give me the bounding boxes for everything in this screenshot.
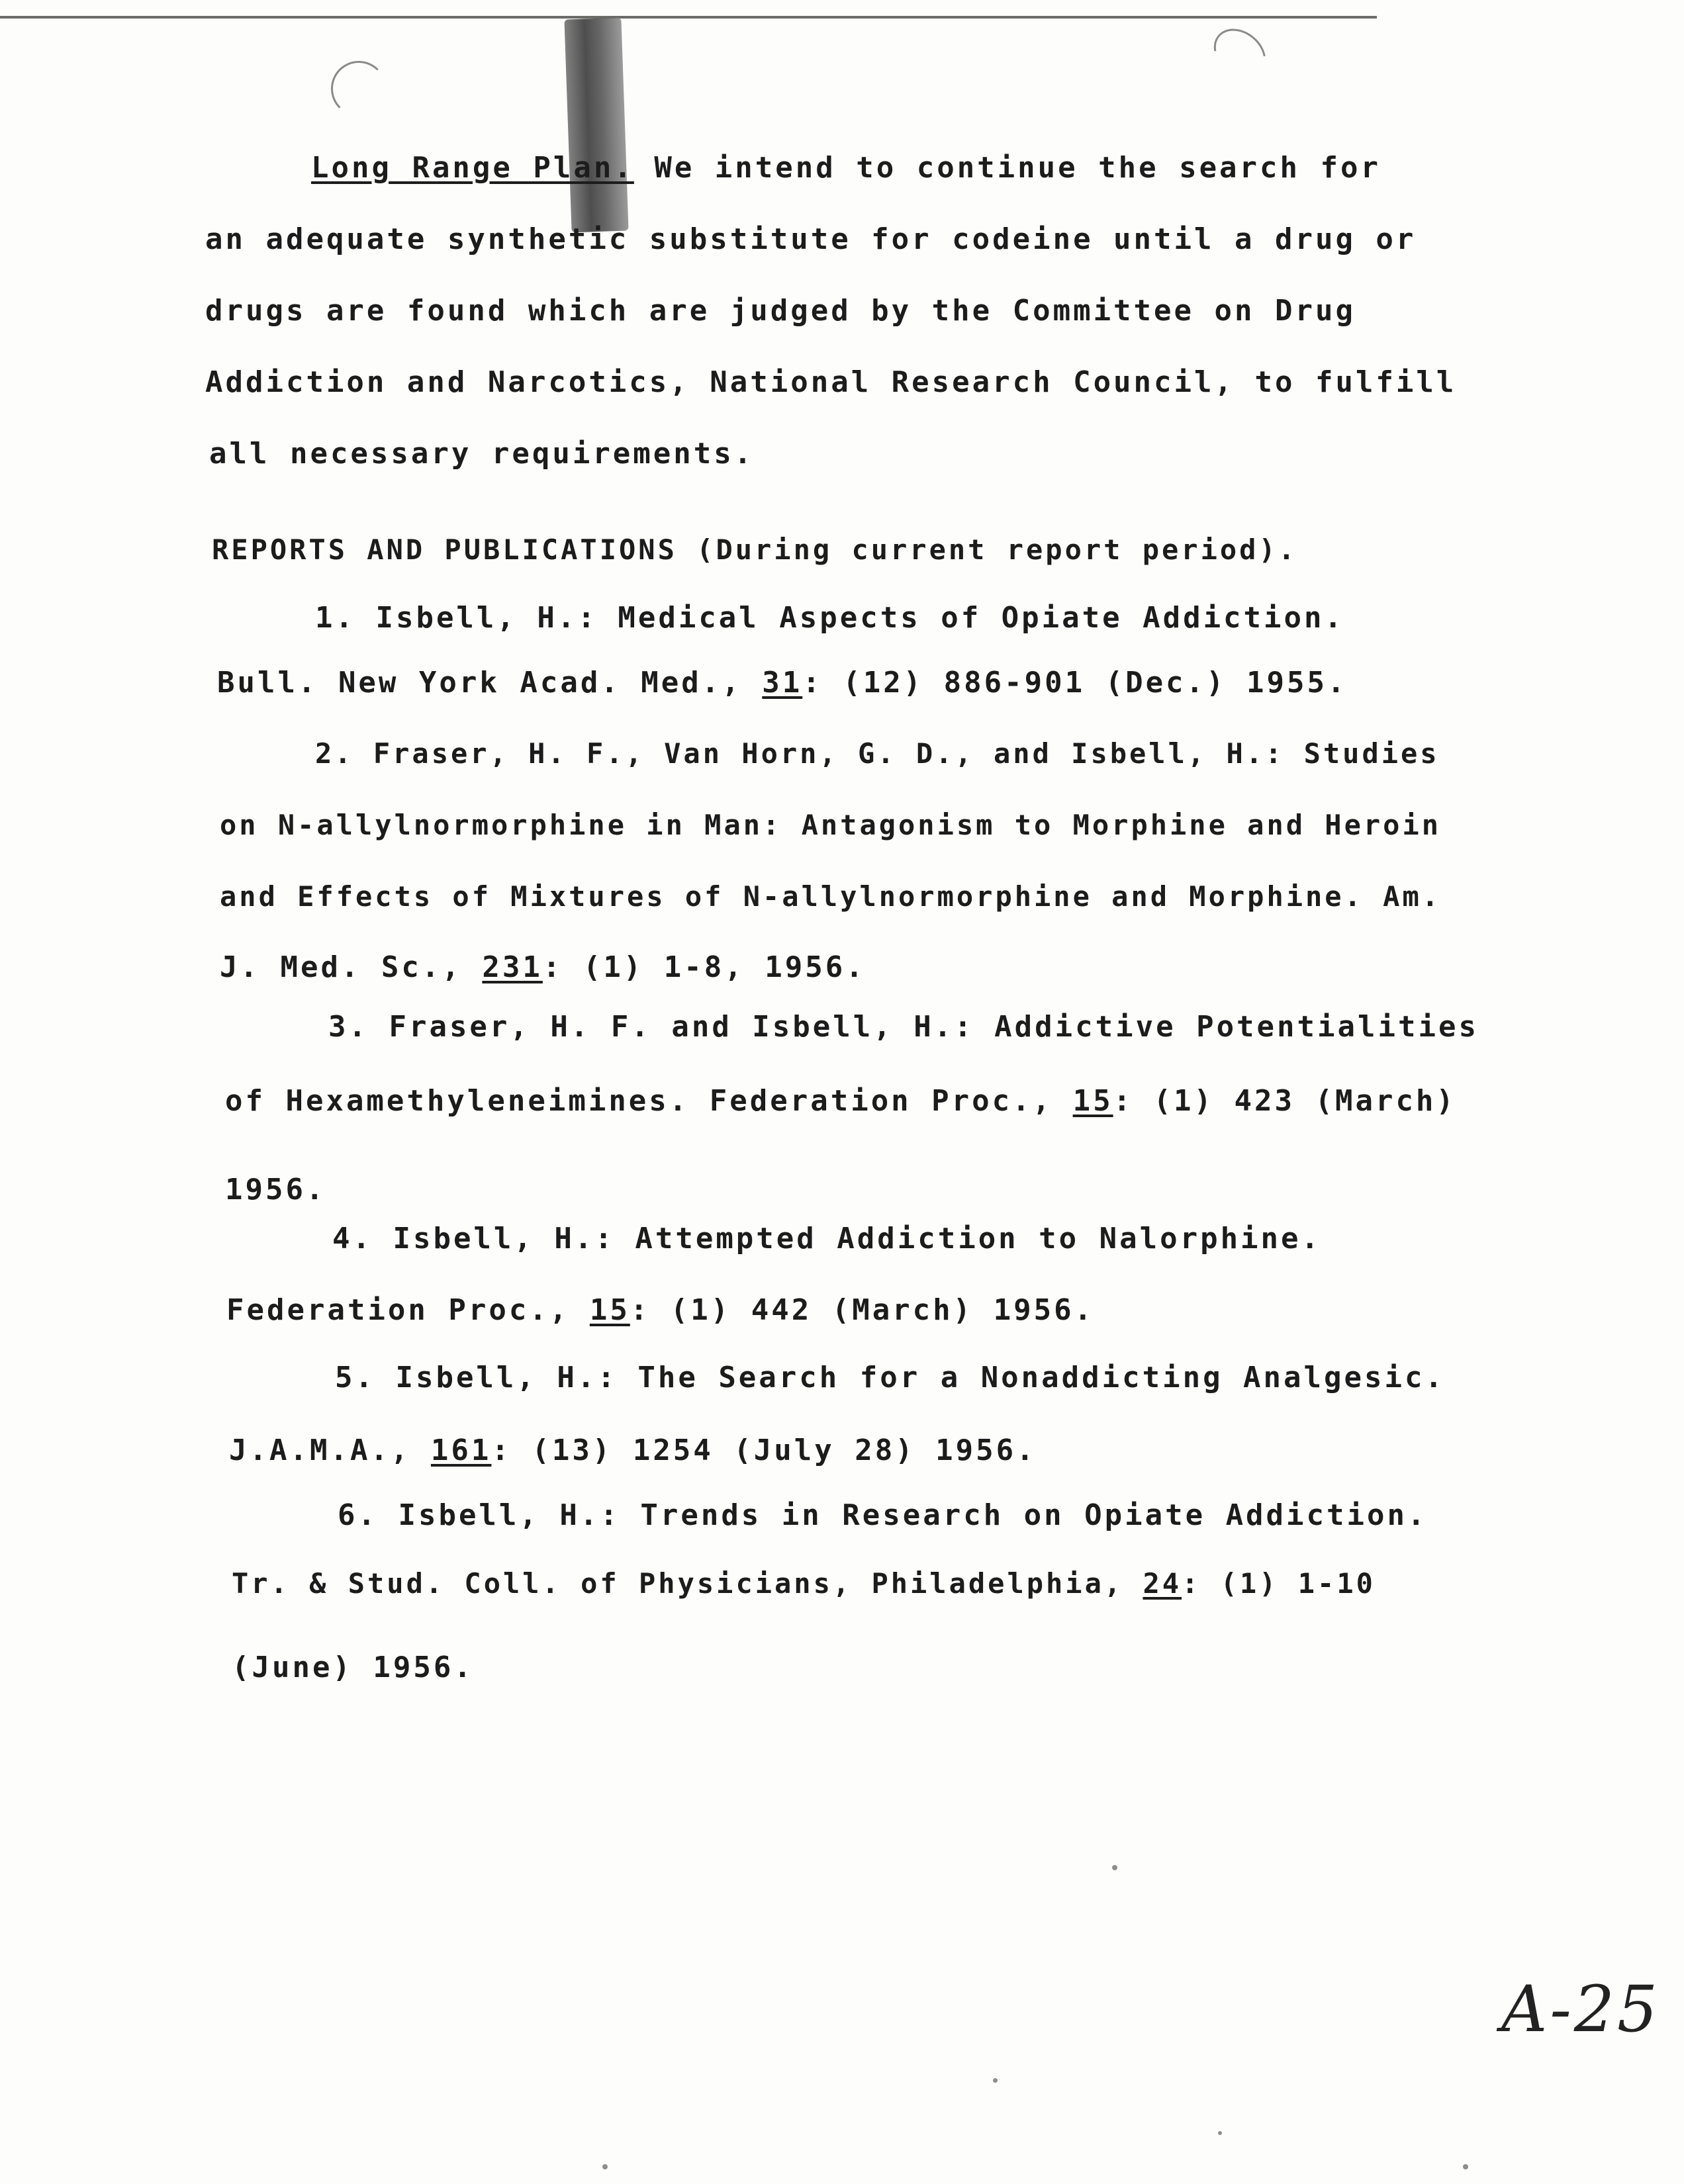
- reference-6-line-2: Tr. & Stud. Coll. of Physicians, Philadelphia, 24: (1) 1-10: [232, 1567, 1376, 1600]
- reference-1-line-2: Bull. New York Acad. Med., 31: (12) 886-901 (Dec.) 1955.: [217, 666, 1348, 700]
- reference-3-volume: 15: [1072, 1084, 1113, 1118]
- paragraph-line-5: all necessary requirements.: [209, 437, 755, 471]
- punch-hole-left: [331, 61, 387, 116]
- reference-1-line-1: 1. Isbell, H.: Medical Aspects of Opiate Addiction.: [315, 601, 1345, 635]
- reference-3-line-3: 1956.: [225, 1173, 326, 1206]
- reference-5-volume: 161: [430, 1433, 492, 1467]
- paragraph-line-2: an adequate synthetic substitute for codeine until a drug or: [205, 222, 1417, 256]
- reference-4-line-2: Federation Proc., 15: (1) 442 (March) 1956.: [226, 1293, 1095, 1327]
- reference-6-line-1: 6. Isbell, H.: Trends in Research on Opiate Addiction.: [338, 1498, 1428, 1532]
- reference-2-line-4: J. Med. Sc., 231: (1) 1-8, 1956.: [220, 950, 866, 984]
- reports-heading: REPORTS AND PUBLICATIONS (During current report period).: [212, 533, 1298, 566]
- paragraph-line-4: Addiction and Narcotics, National Research Council, to fulfill: [205, 365, 1457, 399]
- reference-6-line-3: (June) 1956.: [232, 1651, 474, 1684]
- reference-1-volume: 31: [762, 666, 803, 700]
- scan-speck: [1218, 2131, 1222, 2135]
- paragraph-line-1: [311, 151, 1381, 185]
- scan-speck: [602, 2164, 608, 2169]
- reference-6-volume: 24: [1143, 1567, 1182, 1600]
- reference-4-line-1: 4. Isbell, H.: Attempted Addiction to Nalorphine.: [332, 1222, 1322, 1255]
- reference-2-line-3: and Effects of Mixtures of N-allylnormorphine and Morphine. Am.: [220, 880, 1442, 913]
- reference-3-line-2: of Hexamethyleneimines. Federation Proc., 15: (1) 423 (March): [225, 1084, 1456, 1118]
- scan-speck: [1463, 2164, 1468, 2169]
- ink-smudge: [564, 18, 628, 233]
- reference-5-line-2: J.A.M.A., 161: (13) 1254 (July 28) 1956.: [229, 1433, 1037, 1467]
- punch-hole-right: [1204, 19, 1276, 89]
- reference-2-volume: 231: [482, 950, 543, 984]
- paragraph-line-1-text: We intend to continue the search for: [633, 151, 1381, 185]
- reference-2-line-2: on N-allylnormorphine in Man: Antagonism to Morphine and Heroin: [220, 809, 1442, 841]
- reference-5-line-1: 5. Isbell, H.: The Search for a Nonaddicting Analgesic.: [335, 1361, 1445, 1394]
- reference-3-line-1: 3. Fraser, H. F. and Isbell, H.: Addictive Potentialities: [328, 1010, 1479, 1044]
- paragraph-line-3: drugs are found which are judged by the Committee on Drug: [205, 294, 1356, 328]
- long-range-heading: Long Range Plan.: [311, 151, 634, 185]
- scan-speck: [993, 2078, 998, 2083]
- scan-speck: [1112, 1865, 1117, 1870]
- reference-2-line-1: 2. Fraser, H. F., Van Horn, G. D., and Isbell, H.: Studies: [315, 737, 1440, 770]
- page-mark: A-25: [1501, 1972, 1660, 2046]
- top-rule: [0, 16, 1377, 19]
- reference-4-volume: 15: [589, 1293, 630, 1327]
